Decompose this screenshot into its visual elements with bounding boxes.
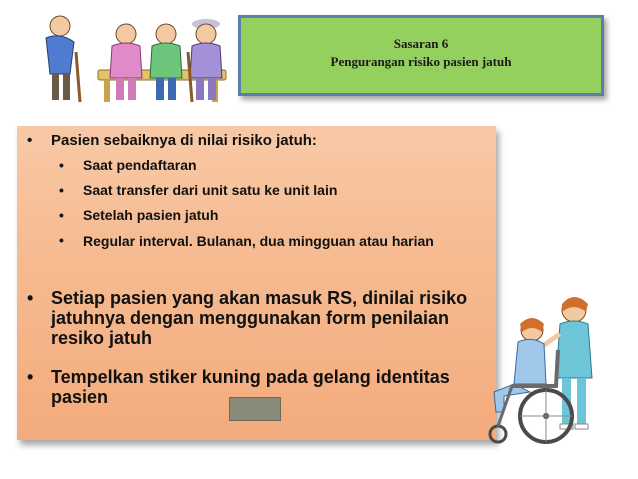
title-box: [238, 15, 604, 96]
sub-bullet-text: Setelah pasien jatuh: [83, 207, 219, 223]
bullet-marker: •: [27, 367, 34, 387]
elderly-people-illustration: [16, 12, 234, 104]
bullet-marker: •: [59, 232, 64, 248]
yellow-sticker-image: [229, 397, 281, 421]
bullet-marker: •: [27, 132, 33, 149]
bullet-marker: •: [59, 182, 64, 198]
main-bullet-text: Pasien sebaiknya di nilai risiko jatuh:: [51, 132, 317, 149]
main-bullet-text: Tempelkan stiker kuning pada gelang identitas pasien: [51, 367, 450, 407]
slide-title: Sasaran 6: [393, 36, 449, 51]
bullet-marker: •: [59, 157, 64, 173]
sub-bullet-text: Saat pendaftaran: [83, 157, 197, 173]
bullet-marker: •: [59, 207, 64, 223]
main-bullet-text: Setiap pasien yang akan masuk RS, dinilai risiko jatuhnya dengan menggunakan form penilaian resiko jatuh: [51, 288, 468, 348]
sub-bullet-text: Saat transfer dari unit satu ke unit lain: [83, 182, 338, 198]
slide-subtitle: Pengurangan risiko pasien jatuh: [330, 54, 512, 69]
sub-bullet-text: Regular interval. Bulanan, dua mingguan atau harian: [83, 233, 434, 249]
content-box: [17, 126, 496, 440]
bullet-marker: •: [27, 288, 34, 308]
wheelchair-patient-illustration: [474, 288, 624, 453]
